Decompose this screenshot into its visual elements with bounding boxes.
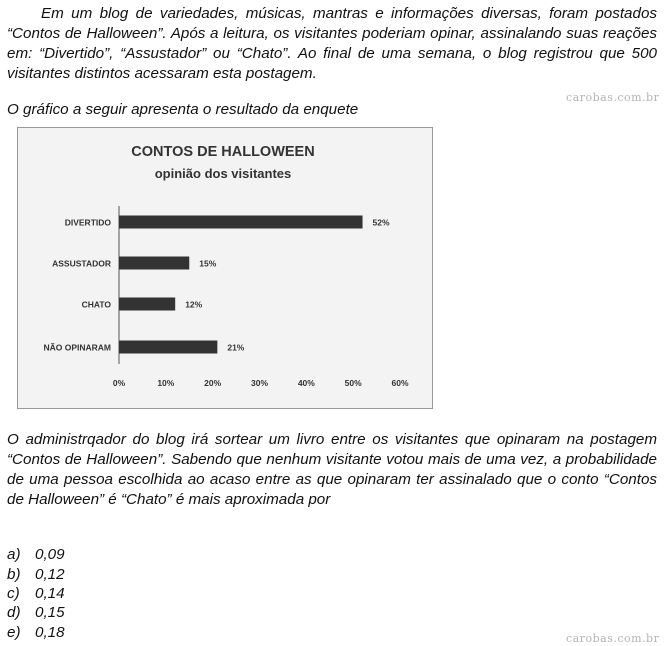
category-label: NÃO OPINARAM xyxy=(43,342,111,353)
chart-figure xyxy=(17,127,433,409)
data-label: 21% xyxy=(227,342,245,353)
option-letter: a) xyxy=(7,546,21,563)
category-label: DIVERTIDO xyxy=(64,217,111,228)
bar xyxy=(119,298,175,311)
x-tick-label: 40% xyxy=(297,378,315,388)
option-value: 0,12 xyxy=(35,566,65,583)
data-label: 15% xyxy=(199,258,217,269)
option-value: 0,18 xyxy=(35,624,65,641)
chart-caption: O gráfico a seguir apresenta o resultado da enquete xyxy=(7,101,359,118)
category-label: CHATO xyxy=(81,299,111,310)
option-letter: c) xyxy=(7,585,20,602)
option-d[interactable] xyxy=(7,603,65,623)
option-a[interactable] xyxy=(7,545,65,565)
option-letter: d) xyxy=(7,604,21,621)
chart-title: CONTOS DE HALLOWEEN xyxy=(131,144,315,160)
option-letter: b) xyxy=(7,566,21,583)
x-tick-label: 20% xyxy=(204,378,222,388)
intro-paragraph: Em um blog de variedades, músicas, mantras e informações diversas, foram postados “Contos de Halloween”. Após a leitura, os visitantes poderiam opinar, assinalando suas reações em: “Divertido”, “Assustador” ou “Chato”. Ao final de uma semana, o blog registrou que 500 visitantes distintos acessaram esta postagem. xyxy=(7,5,657,82)
x-tick-label: 50% xyxy=(344,378,362,388)
option-value: 0,15 xyxy=(35,604,65,621)
x-tick-label: 10% xyxy=(157,378,175,388)
bar xyxy=(119,341,217,354)
watermark-top: carobas.com.br xyxy=(566,91,660,104)
question-paragraph: O administrqador do blog irá sortear um livro entre os visitantes que opinaram na postagem “Contos de Halloween”. Sabendo que nenhum visitante votou mais de uma vez, a probabilidade de uma pessoa escolhida ao acaso entre as que opinaram ter assinalado que o conto “Contos de Halloween” é “Chato” é mais aproximada por xyxy=(7,431,657,508)
x-tick-label: 30% xyxy=(250,378,269,388)
option-b[interactable] xyxy=(7,565,65,585)
bar xyxy=(119,257,189,270)
watermark-bottom: carobas.com.br xyxy=(566,632,660,645)
bar xyxy=(119,216,363,229)
category-label: ASSUSTADOR xyxy=(52,258,111,269)
option-value: 0,14 xyxy=(35,585,65,602)
chart-subtitle: opinião dos visitantes xyxy=(154,166,292,181)
bar-chart xyxy=(18,128,432,408)
option-e[interactable] xyxy=(7,623,65,643)
option-letter: e) xyxy=(7,624,21,641)
x-tick-label: 60% xyxy=(391,378,409,388)
data-label: 52% xyxy=(372,217,390,228)
x-tick-label: 0% xyxy=(112,378,126,388)
option-c[interactable] xyxy=(7,584,65,604)
data-label: 12% xyxy=(185,299,203,310)
option-value: 0,09 xyxy=(35,546,65,563)
